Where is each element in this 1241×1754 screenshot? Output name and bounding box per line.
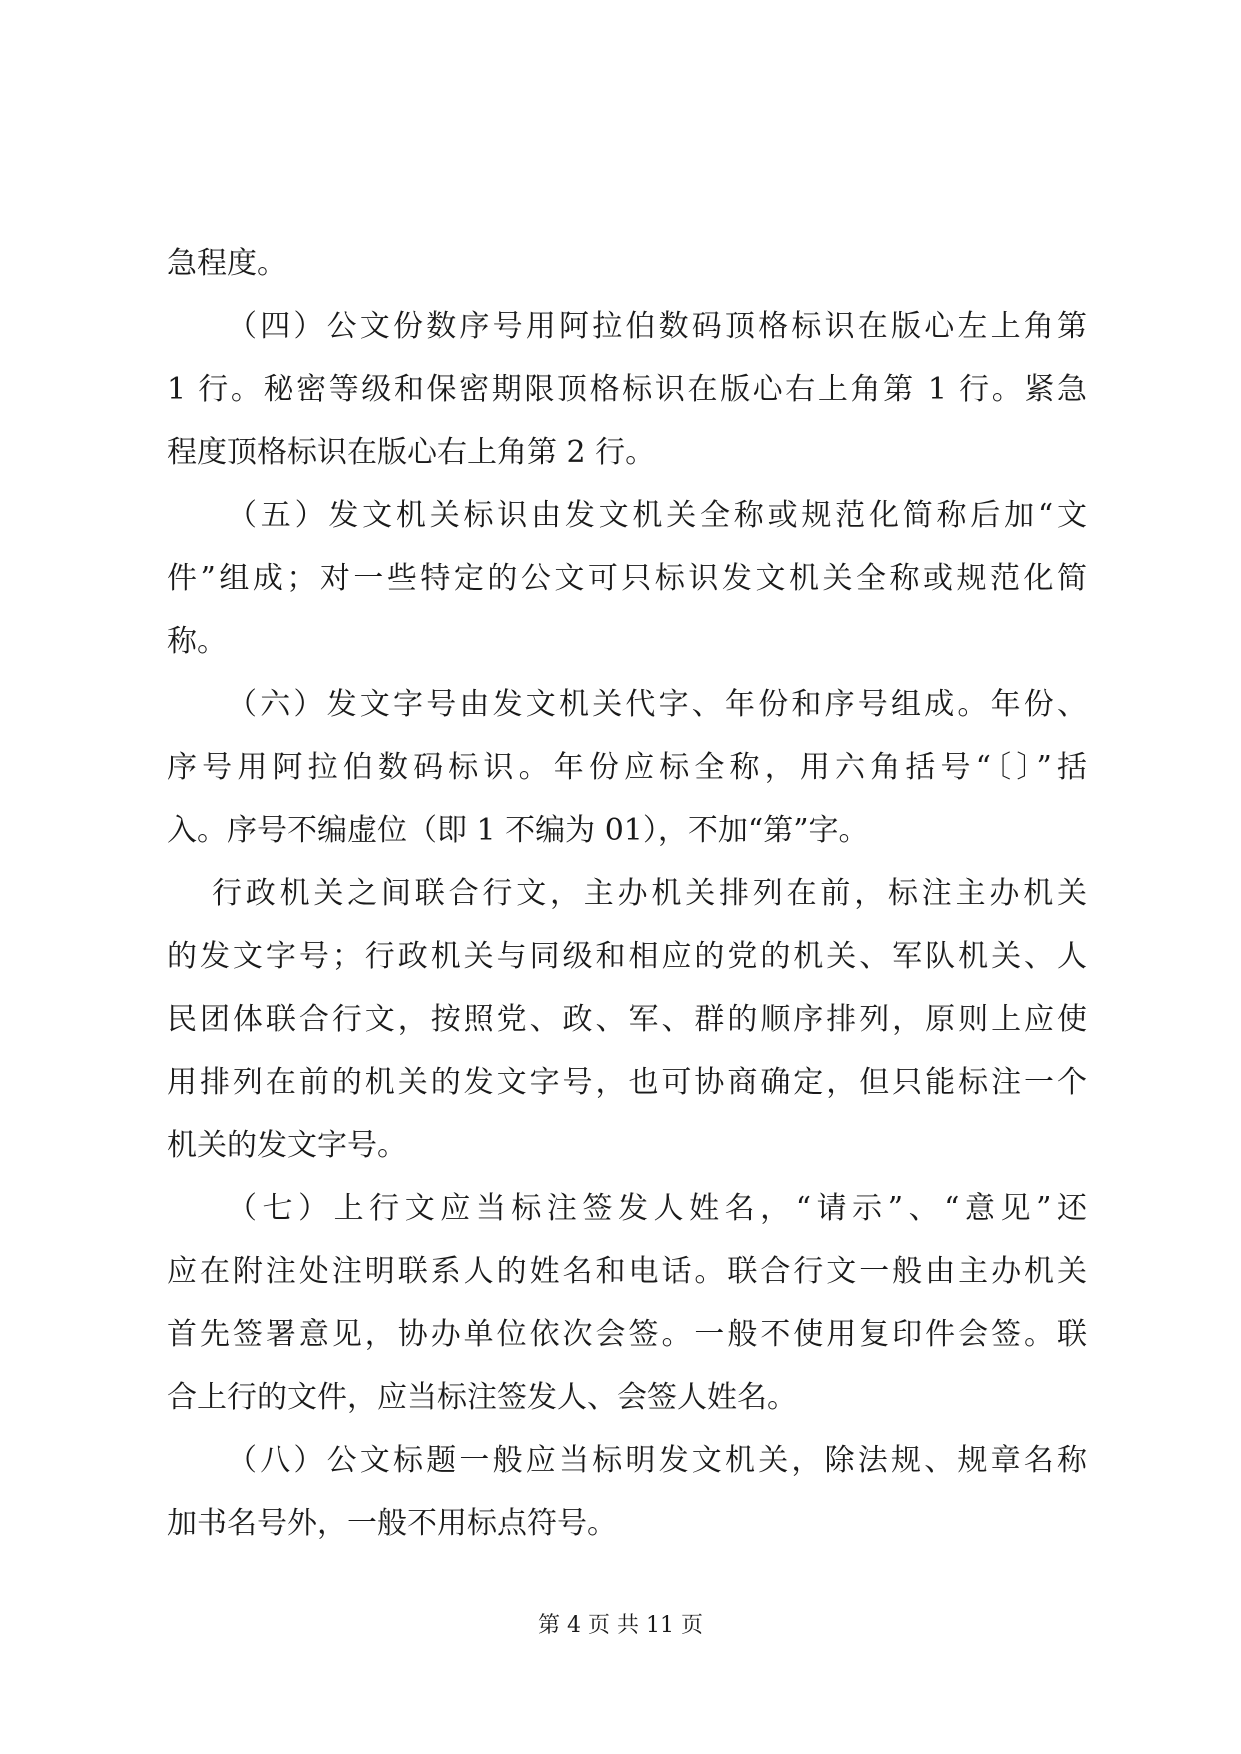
- text-line: 加书名号外，一般不用标点符号。: [167, 1506, 617, 1541]
- text-line: 件”组成；对一些特定的公文可只标识发文机关全称或规范化简: [167, 561, 1087, 596]
- text-line: 入。序号不编虚位（即 1 不编为 01），不加“第”字。: [167, 813, 869, 848]
- document-body: [167, 232, 1087, 1555]
- text-line: 的发文字号；行政机关与同级和相应的党的机关、军队机关、人: [167, 939, 1087, 974]
- text-line: 民团体联合行文，按照党、政、军、群的顺序排列，原则上应使: [167, 1002, 1087, 1037]
- text-line: 急程度。: [167, 246, 287, 281]
- text-line: 用排列在前的机关的发文字号，也可协商确定，但只能标注一个: [167, 1065, 1087, 1100]
- text-line: （四）公文份数序号用阿拉伯数码顶格标识在版心左上角第: [227, 309, 1087, 344]
- text-line: （五）发文机关标识由发文机关全称或规范化简称后加“文: [227, 498, 1087, 533]
- text-line: 应在附注处注明联系人的姓名和电话。联合行文一般由主办机关: [167, 1254, 1087, 1289]
- text-line: 机关的发文字号。: [167, 1128, 407, 1163]
- text-line: （八）公文标题一般应当标明发文机关，除法规、规章名称: [227, 1443, 1087, 1478]
- page-footer: 第 4 页 共 11 页: [538, 1613, 703, 1638]
- text-line: 行政机关之间联合行文，主办机关排列在前，标注主办机关: [212, 876, 1087, 911]
- text-line: 程度顶格标识在版心右上角第 2 行。: [167, 435, 656, 470]
- text-line: 称。: [167, 624, 227, 659]
- text-line: （七）上行文应当标注签发人姓名，“请示”、“意见”还: [227, 1191, 1087, 1226]
- text-line: 首先签署意见，协办单位依次会签。一般不使用复印件会签。联: [167, 1317, 1087, 1352]
- text-line: 序号用阿拉伯数码标识。年份应标全称，用六角括号“〔〕”括: [167, 750, 1087, 785]
- text-line: 合上行的文件，应当标注签发人、会签人姓名。: [167, 1380, 797, 1415]
- text-line: 1 行。秘密等级和保密期限顶格标识在版心右上角第 1 行。紧急: [167, 372, 1087, 407]
- text-line: （六）发文字号由发文机关代字、年份和序号组成。年份、: [227, 687, 1087, 722]
